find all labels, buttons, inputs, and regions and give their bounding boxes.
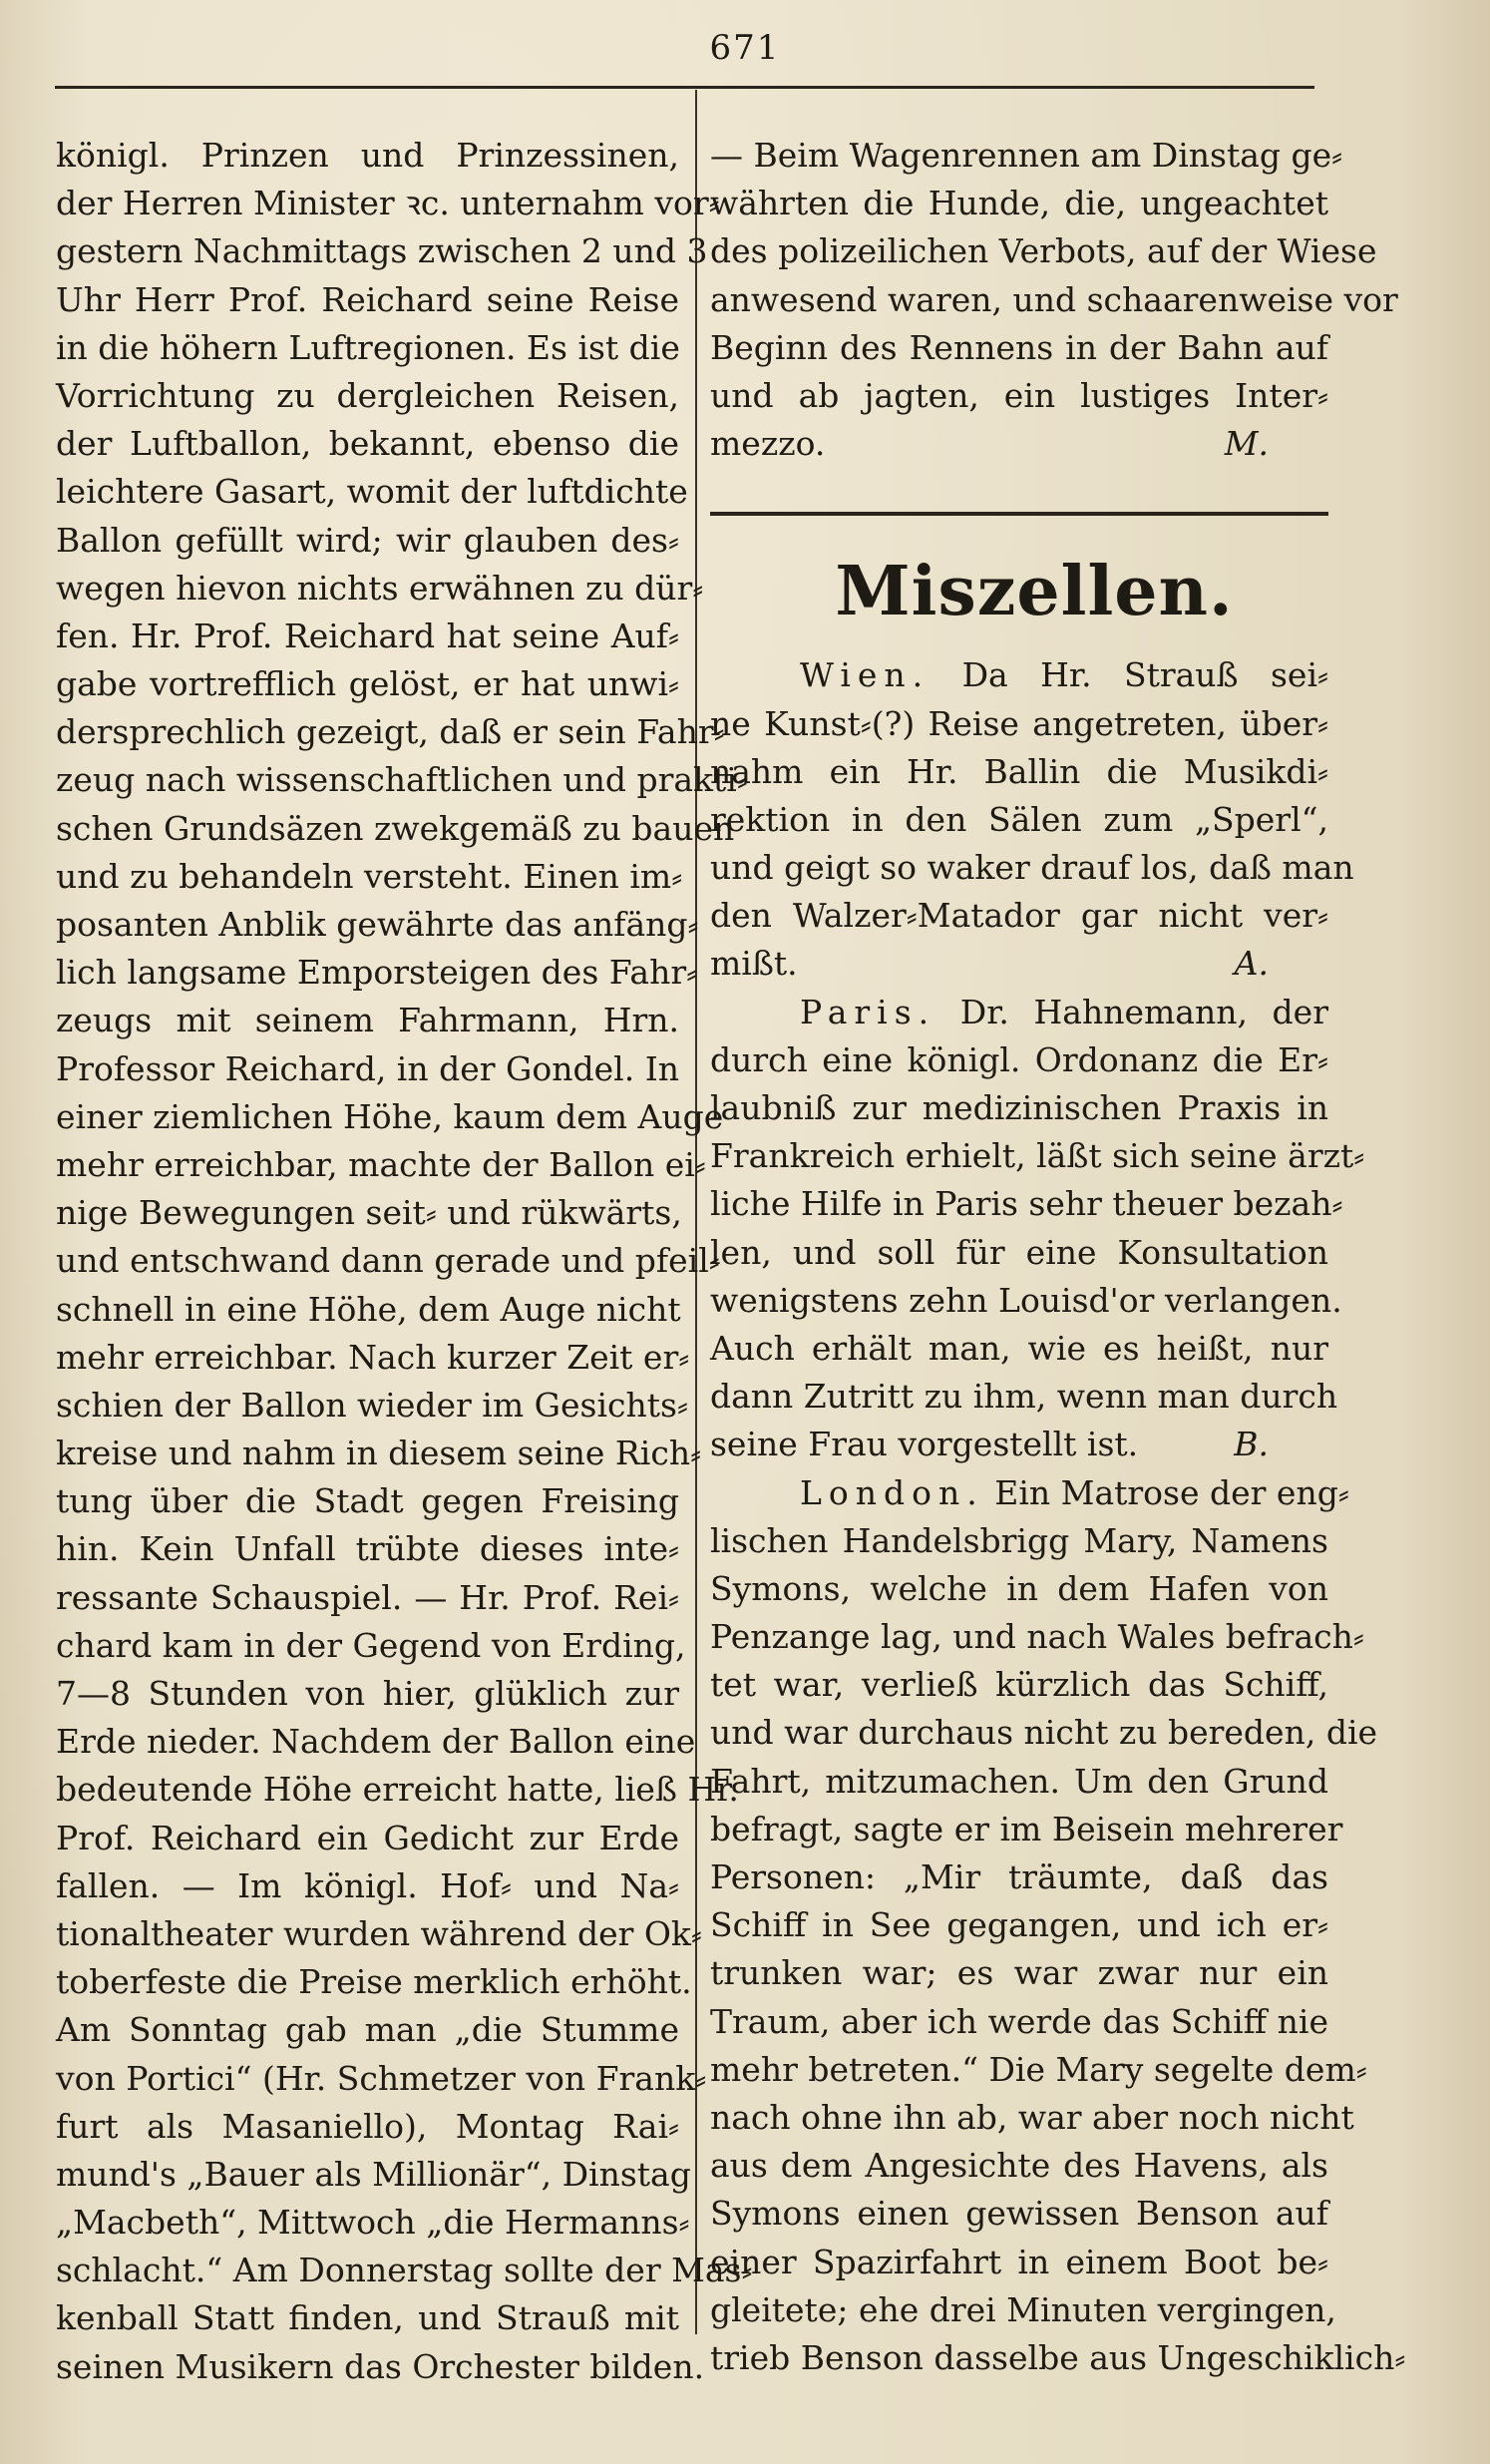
text-line: einer ziemlichen Höhe, kaum dem Auge <box>56 1096 724 1136</box>
text-line: liche Hilfe in Paris sehr theuer bezah⸗ <box>710 1184 1343 1224</box>
article-paris <box>710 989 1365 1469</box>
text-line: befragt, sagte er im Beisein mehrerer <box>710 1809 1343 1848</box>
text-line: anwesend waren, und schaarenweise vor <box>710 279 1398 319</box>
text-line: trieb Benson dasselbe aus Ungeschiklich⸗ <box>710 2337 1406 2377</box>
text-line: schnell in eine Höhe, dem Auge nicht <box>56 1289 681 1329</box>
text-line: den Walzer⸗Matador gar nicht ver⸗ <box>710 896 1328 936</box>
article-first-text: Dr. Hahnemann, der <box>959 992 1328 1031</box>
text-line: des polizeilichen Verbots, auf der Wiese <box>710 231 1377 271</box>
text-line: kenball Statt finden, und Strauß mit <box>56 2298 679 2338</box>
text-line: Am Sonntag gab man „die Stumme <box>56 2010 679 2050</box>
place-name: Wien. <box>800 655 931 695</box>
text-line: — Beim Wagenrennen am Dinstag ge⸗ <box>710 136 1343 175</box>
text-line: wenigstens zehn Louisd'or verlangen. <box>710 1280 1342 1320</box>
text-line: und geigt so waker drauf los, daß man <box>710 848 1354 888</box>
text-line: der Luftballon, bekannt, ebenso die <box>56 424 679 464</box>
text-line: Professor Reichard, in der Gondel. In <box>56 1048 679 1088</box>
text-line: ressante Schauspiel. — Hr. Prof. Rei⸗ <box>56 1577 679 1617</box>
article-first-line <box>710 651 1328 699</box>
text-line: Symons, welche in dem Hafen von <box>710 1568 1328 1608</box>
text-line: furt als Masaniello), Montag Rai⸗ <box>56 2106 679 2146</box>
text-line: trunken war; es war zwar nur ein <box>710 1953 1328 1993</box>
article-first-line <box>710 1469 1349 1517</box>
text-line: „Macbeth“, Mittwoch „die Hermanns⸗ <box>56 2203 690 2243</box>
article-london <box>710 1469 1406 2383</box>
text-line: nige Bewegungen seit⸗ und rükwärts, <box>56 1193 682 1233</box>
text-line: Beginn des Rennens in der Bahn auf <box>710 327 1328 367</box>
article-first-text: Da Hr. Strauß sei⸗ <box>961 655 1328 695</box>
text-line: toberfeste die Preise merklich erhöht. <box>56 1962 692 2002</box>
text-line: Personen: „Mir träumte, daß das <box>710 1857 1328 1896</box>
text-line: zeug nach wissenschaftlichen und prakti⸗ <box>56 760 748 800</box>
section-title: Miszellen. <box>835 552 1234 632</box>
text-line: königl. Prinzen und Prinzessinen, <box>56 136 679 175</box>
article-last-text: mißt. <box>710 944 798 984</box>
text-line: Erde nieder. Nachdem der Ballon eine <box>56 1722 696 1762</box>
text-line: bedeutende Höhe erreicht hatte, ließ Hr. <box>56 1770 739 1810</box>
text-line: und ab jagten, ein lustiges Inter⸗ <box>710 375 1328 415</box>
text-line: Uhr Herr Prof. Reichard seine Reise <box>56 279 679 319</box>
text-line: einer Spazirfahrt in einem Boot be⸗ <box>710 2242 1328 2281</box>
column-divider <box>695 90 697 2334</box>
text-line: Prof. Reichard ein Gedicht zur Erde <box>56 1818 679 1857</box>
text-line: 7—8 Stunden von hier, glüklich zur <box>56 1674 679 1713</box>
article-last-text: seine Frau vorgestellt ist. <box>710 1425 1139 1464</box>
text-line: Vorrichtung zu dergleichen Reisen, <box>56 375 679 415</box>
intro-signature: M. <box>1224 424 1269 464</box>
article-last-line <box>710 1421 1328 1468</box>
text-line: nach ohne ihn ab, war aber noch nicht <box>710 2097 1354 2137</box>
text-line: gabe vortrefflich gelöst, er hat unwi⸗ <box>56 664 679 704</box>
text-line: Symons einen gewissen Benson auf <box>710 2194 1328 2234</box>
right-column <box>710 132 1406 2382</box>
text-line: der Herren Minister ꝛc. unternahm vor⸗ <box>56 184 720 223</box>
text-line: fen. Hr. Prof. Reichard hat seine Auf⸗ <box>56 616 679 655</box>
text-line: mehr erreichbar, machte der Ballon ei⸗ <box>56 1144 706 1184</box>
text-line: dersprechlich gezeigt, daß er sein Fahr⸗ <box>56 712 725 752</box>
article-last-line <box>710 940 1328 988</box>
text-line: laubniß zur medizinischen Praxis in <box>710 1088 1328 1127</box>
text-line: Auch erhält man, wie es heißt, nur <box>710 1328 1328 1368</box>
text-line: nahm ein Hr. Ballin die Musikdi⸗ <box>710 751 1328 791</box>
text-line: schien der Ballon wieder im Gesichts⸗ <box>56 1385 688 1425</box>
article-body <box>710 700 1354 941</box>
text-line: Schiff in See gegangen, und ich er⸗ <box>710 1905 1328 1945</box>
text-line: lich langsame Emporsteigen des Fahr⸗ <box>56 953 698 993</box>
text-line: Penzange lag, und nach Wales befrach⸗ <box>710 1617 1364 1657</box>
text-line: ne Kunst⸗(?) Reise angetreten, über⸗ <box>710 703 1328 743</box>
text-line: tung über die Stadt gegen Freising <box>56 1481 679 1521</box>
text-line: fallen. — Im königl. Hof⸗ und Na⸗ <box>56 1865 679 1905</box>
text-line: schen Grundsäzen zwekgemäß zu bauen <box>56 808 735 848</box>
article-first-line <box>710 989 1328 1036</box>
text-line: lischen Handelsbrigg Mary, Namens <box>710 1520 1328 1560</box>
text-line: tionaltheater wurden während der Ok⸗ <box>56 1913 702 1953</box>
text-line: und zu behandeln versteht. Einen im⸗ <box>56 856 683 896</box>
text-line: mund's „Bauer als Millionär“, Dinstag <box>56 2154 691 2194</box>
text-line: posanten Anblik gewährte das anfäng⸗ <box>56 905 699 944</box>
text-line: zeugs mit seinem Fahrmann, Hrn. <box>56 1001 679 1040</box>
article-body <box>710 1036 1365 1422</box>
text-line: hin. Kein Unfall trübte dieses inte⸗ <box>56 1529 679 1569</box>
intro-paragraph <box>710 132 1398 420</box>
text-line: und war durchaus nicht zu bereden, die <box>710 1713 1378 1753</box>
article-signature: A. <box>1234 944 1269 984</box>
text-line: kreise und nahm in diesem seine Rich⸗ <box>56 1434 702 1473</box>
text-line: schlacht.“ Am Donnerstag sollte der Mas⸗ <box>56 2251 753 2290</box>
text-line: währten die Hunde, die, ungeachtet <box>710 184 1328 223</box>
text-line: mehr betreten.“ Die Mary segelte dem⸗ <box>710 2049 1367 2089</box>
intro-last-text: mezzo. <box>710 424 826 464</box>
text-line: chard kam in der Gegend von Erding, <box>56 1625 686 1665</box>
place-name: London. <box>800 1472 984 1512</box>
text-line: Fahrt, mitzumachen. Um den Grund <box>710 1761 1328 1801</box>
text-line: leichtere Gasart, womit der luftdichte <box>56 472 688 512</box>
intro-last-line <box>710 420 1328 468</box>
text-line: Ballon gefüllt wird; wir glauben des⸗ <box>56 520 679 560</box>
text-line: in die höhern Luftregionen. Es ist die <box>56 327 680 367</box>
place-name: Paris. <box>800 992 936 1031</box>
text-line: Traum, aber ich werde das Schiff nie <box>710 2001 1328 2041</box>
text-line: rektion in den Sälen zum „Sperl“, <box>710 799 1328 839</box>
text-line: durch eine königl. Ordonanz die Er⸗ <box>710 1039 1328 1079</box>
text-line: len, und soll für eine Konsultation <box>710 1232 1328 1272</box>
text-line: aus dem Angesichte des Havens, als <box>710 2146 1328 2186</box>
page-number: 671 <box>709 28 781 68</box>
text-line: seinen Musikern das Orchester bilden. <box>56 2346 705 2386</box>
section-separator <box>710 512 1328 516</box>
text-line: tet war, verließ kürzlich das Schiff, <box>710 1665 1328 1705</box>
text-line: dann Zutritt zu ihm, wenn man durch <box>710 1377 1338 1417</box>
article-body <box>710 1517 1406 2382</box>
text-line: gleitete; ehe drei Minuten vergingen, <box>710 2289 1336 2329</box>
article-signature: B. <box>1234 1425 1269 1464</box>
text-line: mehr erreichbar. Nach kurzer Zeit er⸗ <box>56 1337 690 1377</box>
text-line: wegen hievon nichts erwähnen zu dür⸗ <box>56 568 704 608</box>
article-first-text: Ein Matrose der eng⸗ <box>994 1472 1349 1512</box>
text-line: und entschwand dann gerade und pfeil⸗ <box>56 1241 720 1281</box>
left-column <box>56 132 753 2391</box>
text-line: von Portici“ (Hr. Schmetzer von Frank⸗ <box>56 2058 707 2098</box>
article-wien <box>710 651 1354 988</box>
text-line: gestern Nachmittags zwischen 2 und 3 <box>56 231 708 271</box>
header-rule <box>55 86 1314 89</box>
text-line: Frankreich erhielt, läßt sich seine ärzt⸗ <box>710 1136 1365 1176</box>
